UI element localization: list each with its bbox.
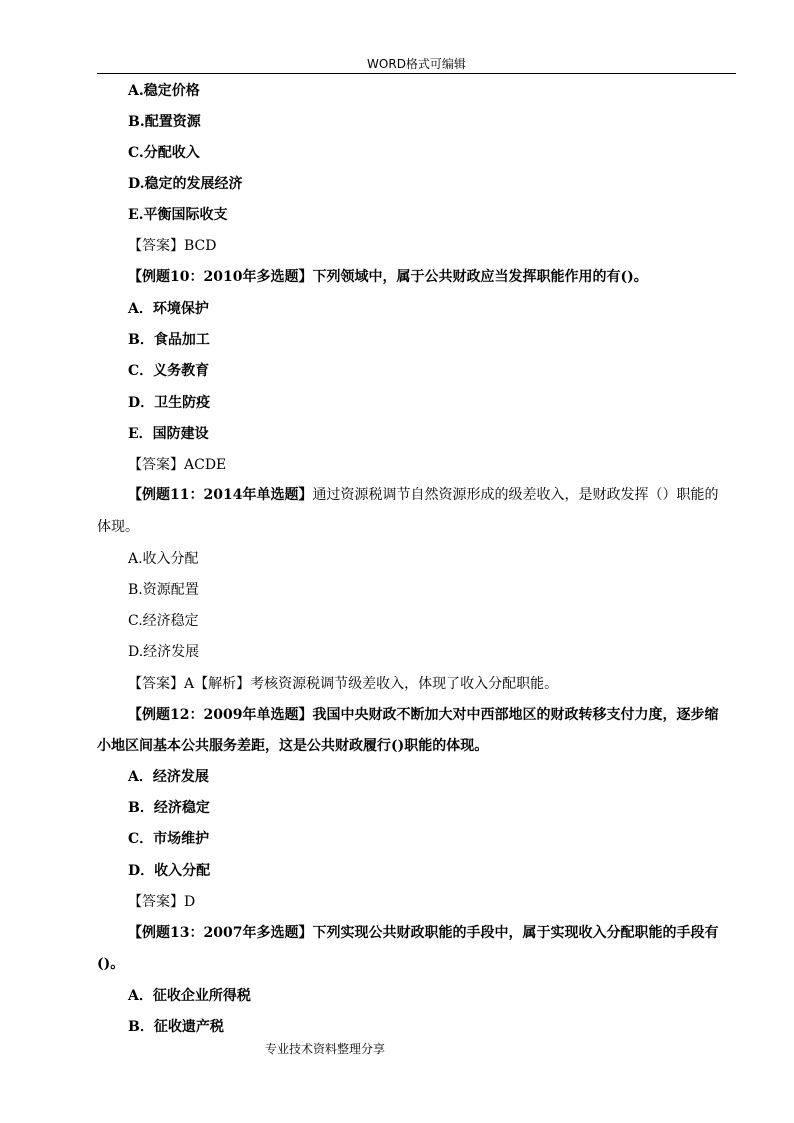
answer-q10: 【答案】ACDE xyxy=(128,457,227,473)
question-11 xyxy=(128,486,718,504)
question-13-cont: ()。 xyxy=(97,956,125,972)
question-10: 【例题10：2010年多选题】下列领域中，属于公共财政应当发挥职能作用的有()。 xyxy=(128,269,648,285)
option-a-q12: A．经济发展 xyxy=(128,769,209,785)
question-11-text: 通过资源税调节自然资源形成的级差收入，是财政发挥（）职能的 xyxy=(312,487,719,503)
option-b-q12: B．经济稳定 xyxy=(128,800,210,816)
header-divider xyxy=(97,73,736,74)
option-d-q12: D．收入分配 xyxy=(128,863,211,879)
question-11-cont: 体现。 xyxy=(97,519,139,535)
option-c-q11: C.经济稳定 xyxy=(128,613,199,629)
question-11-label: 【例题11：2014年单选题】 xyxy=(128,487,313,503)
option-c-q12: C．市场维护 xyxy=(128,831,210,847)
answer-q9: 【答案】BCD xyxy=(128,238,217,254)
option-b-q13: B．征收遗产税 xyxy=(128,1019,224,1035)
option-b-q9: B.配置资源 xyxy=(128,114,201,130)
question-12-cont: 小地区间基本公共服务差距，这是公共财政履行()职能的体现。 xyxy=(97,738,489,754)
question-13: 【例题13：2007年多选题】下列实现公共财政职能的手段中，属于实现收入分配职能的手段有 xyxy=(128,925,719,941)
option-a-q13: A．征收企业所得税 xyxy=(128,988,251,1004)
option-a-q9: A.稳定价格 xyxy=(128,83,200,99)
option-e-q9: E.平衡国际收支 xyxy=(128,207,228,223)
answer-q11: 【答案】A【解析】考核资源税调节级差收入，体现了收入分配职能。 xyxy=(128,676,559,692)
option-c-q10: C．义务教育 xyxy=(128,363,210,379)
option-c-q9: C.分配收入 xyxy=(128,145,200,161)
option-b-q10: B．食品加工 xyxy=(128,332,210,348)
option-e-q10: E．国防建设 xyxy=(128,426,209,442)
option-a-q11: A.收入分配 xyxy=(128,551,199,567)
option-d-q11: D.经济发展 xyxy=(128,644,200,660)
answer-q12: 【答案】D xyxy=(128,894,196,910)
option-a-q10: A．环境保护 xyxy=(128,301,209,317)
page-footer: 专业技术资料整理分享 xyxy=(265,1042,386,1056)
page-header: WORD格式可编辑 xyxy=(367,57,466,71)
option-b-q11: B.资源配置 xyxy=(128,582,199,598)
question-12: 【例题12：2009年单选题】我国中央财政不断加大对中西部地区的财政转移支付力度，逐步缩 xyxy=(128,707,719,723)
option-d-q10: D．卫生防疫 xyxy=(128,395,211,411)
option-d-q9: D.稳定的发展经济 xyxy=(128,176,243,192)
